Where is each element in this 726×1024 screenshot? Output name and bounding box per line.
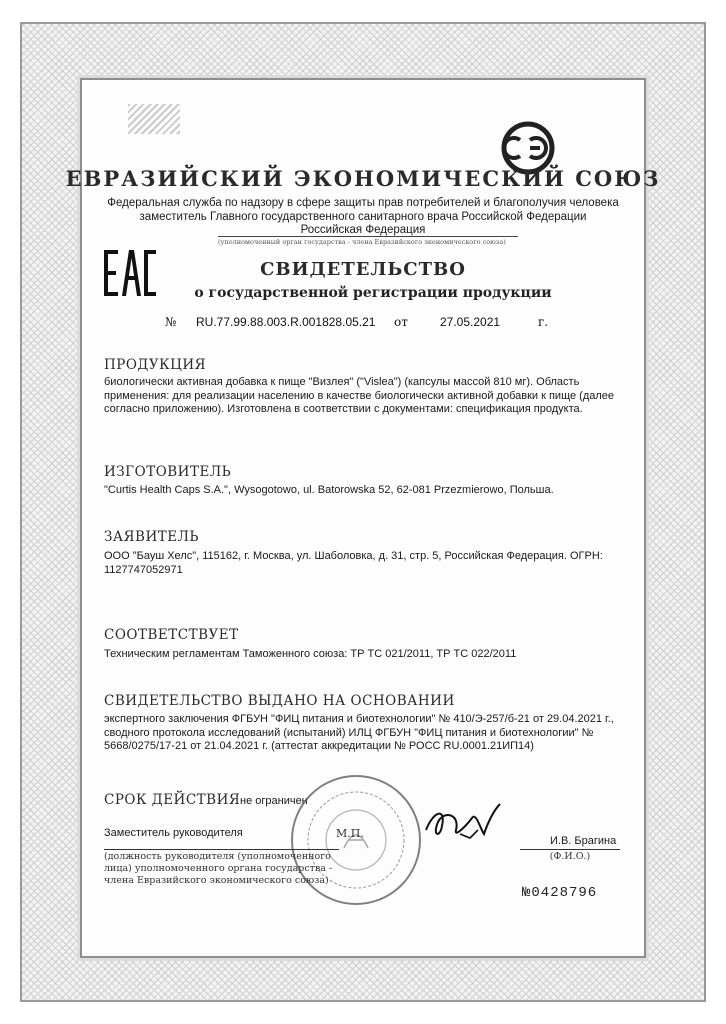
ornament-pattern bbox=[128, 104, 180, 134]
position-caption: (должность руководителя (уполномоченного лица) уполномоченного органа государства - члена Евразийского экономического союза) bbox=[104, 849, 339, 887]
certificate-subtitle: о государственной регистрации продукции bbox=[194, 285, 552, 301]
manufacturer-heading: ИЗГОТОВИТЕЛЬ bbox=[104, 464, 232, 480]
signature-icon bbox=[420, 800, 508, 846]
reg-from-label: от bbox=[394, 315, 408, 329]
certificate-title: СВИДЕТЕЛЬСТВО bbox=[260, 259, 466, 280]
form-serial-number: №0428796 bbox=[522, 885, 598, 901]
signatory-position: Заместитель руководителя bbox=[104, 827, 243, 839]
applicant-heading: ЗАЯВИТЕЛЬ bbox=[104, 529, 199, 545]
basis-text: экспертного заключения ФГБУН "ФИЦ питания и биотехнологии" № 410/Э-257/б-21 от 29.04.2021 г., сводного протокола исследований (испытаний) ИЛЦ ФГБУН "ФИЦ питания и биотехнологии" № 5668/0275/17-21 от 21.04.2021 г. (аттестат аккредитации № РОСС RU.0001.21ИП14) bbox=[104, 713, 614, 752]
reg-year-suffix: г. bbox=[538, 315, 549, 329]
validity-heading: СРОК ДЕЙСТВИЯ bbox=[104, 792, 241, 808]
official-seal-icon bbox=[286, 770, 426, 910]
manufacturer-text: "Curtis Health Caps S.A.", Wysogotowo, ul. Batorowska 52, 62-081 Przezmierowo, Польша. bbox=[104, 484, 554, 496]
signatory-name: И.В. Брагина bbox=[550, 835, 617, 847]
stamp-label: М.П. bbox=[336, 827, 364, 840]
agency-line-2: заместитель Главного государственного санитарного врача Российской Федерации bbox=[139, 211, 587, 223]
basis-heading: СВИДЕТЕЛЬСТВО ВЫДАНО НА ОСНОВАНИИ bbox=[104, 693, 455, 709]
validity-value: не ограничен bbox=[240, 795, 308, 807]
complies-heading: СООТВЕТСТВУЕТ bbox=[104, 627, 239, 643]
reg-date: 27.05.2021 bbox=[440, 315, 501, 329]
product-heading: ПРОДУКЦИЯ bbox=[104, 357, 207, 373]
applicant-text: ООО "Бауш Хелс", 115162, г. Москва, ул. Шаболовка, д. 31, стр. 5, Российская Федерация. ОГРН: 1127747052971 bbox=[104, 550, 603, 576]
name-caption: (Ф.И.О.) bbox=[520, 849, 620, 863]
complies-text: Техническим регламентам Таможенного союза: ТР ТС 021/2011, ТР ТС 022/2011 bbox=[104, 648, 517, 660]
agency-line-3: Российская Федерация bbox=[300, 224, 426, 236]
agency-caption: (уполномоченный орган государства - члена Евразийского экономического союза) bbox=[218, 236, 518, 246]
agency-line-1: Федеральная служба по надзору в сфере защиты прав потребителей и благополучия человека bbox=[107, 197, 619, 209]
reg-number-label: № bbox=[165, 315, 177, 329]
product-text: биологически активная добавка к пище "Визлея" ("Vislea") (капсулы массой 810 мг). Область применения: для реализации населению в качестве биологически активной добавки к пище (далее согласно приложению). Изготовлена в соответствии с документами: спецификация продукта. bbox=[104, 376, 615, 415]
union-title: ЕВРАЗИЙСКИЙ ЭКОНОМИЧЕСКИЙ СОЮЗ bbox=[65, 166, 661, 191]
reg-number: RU.77.99.88.003.R.001828.05.21 bbox=[196, 315, 376, 329]
